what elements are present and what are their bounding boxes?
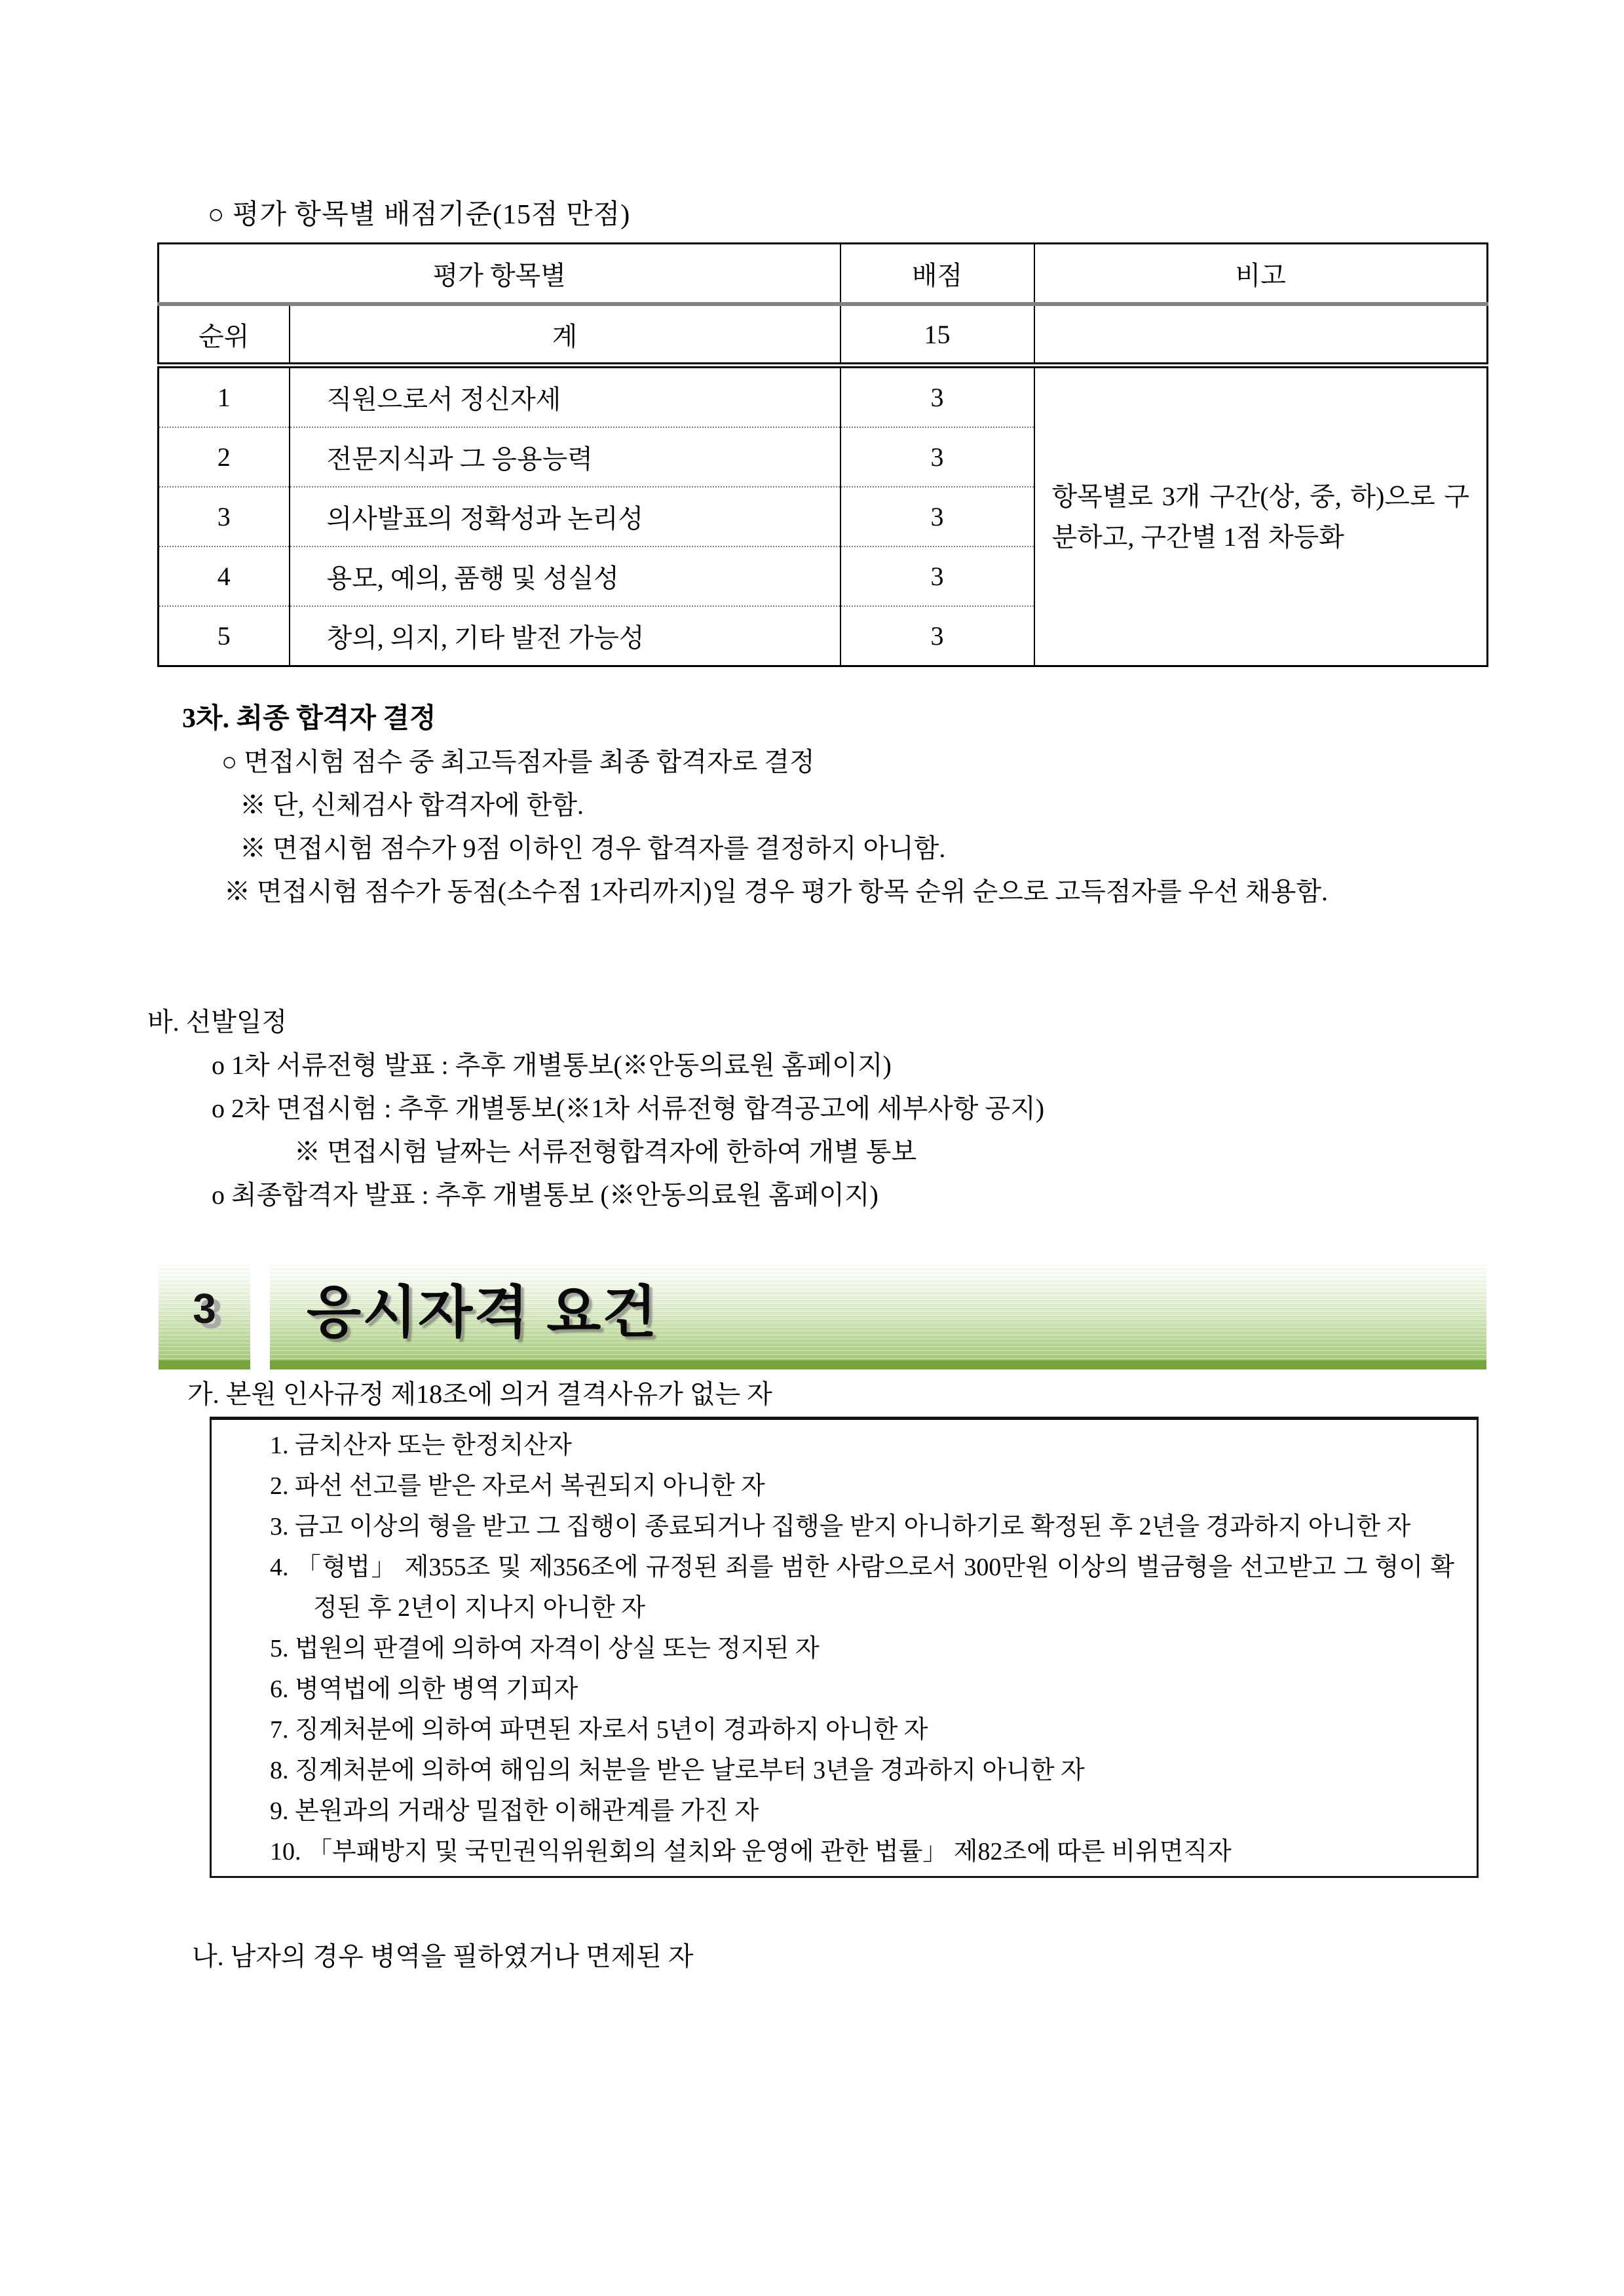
table-subheader-row: [159, 304, 1488, 366]
rank-cell: 5: [159, 606, 290, 666]
eligibility-item-ga: 가. 본원 인사규정 제18조에 의거 결격사유가 없는 자: [187, 1379, 772, 1409]
disqualification-item: 9. 본원과의 거래상 밀접한 이해관계를 가진 자: [270, 1797, 759, 1825]
table-header-row: [159, 244, 1488, 305]
banner-footer-bar: [159, 1360, 250, 1369]
final-decision-note: ※ 단, 신체검사 합격자에 한함.: [240, 790, 584, 820]
banner-number-block: [159, 1262, 250, 1369]
disqualification-box: [210, 1417, 1479, 1878]
schedule-item: o 최종합격자 발표 : 추후 개별통보 (※안동의료원 홈페이지): [212, 1180, 878, 1210]
rank-cell: 4: [159, 546, 290, 606]
banner-section-title: 응시자격 요건: [307, 1281, 658, 1344]
table-row: [159, 366, 1488, 428]
eval-criteria-title: ○ 평가 항목별 배점기준(15점 만점): [208, 200, 631, 230]
disqualification-item: 2. 파선 선고를 받은 자로서 복권되지 아니한 자: [270, 1472, 765, 1500]
banner-section-number: 3: [193, 1285, 216, 1332]
disqualification-item: 3. 금고 이상의 형을 받고 그 집행이 종료되거나 집행을 받지 아니하기로 확정된 후 2년을 경과하지 아니한 자: [270, 1513, 1411, 1540]
eval-criteria-table: [157, 242, 1488, 667]
item-cell: 창의, 의지, 기타 발전 가능성: [290, 606, 840, 666]
rank-label-cell: 순위: [159, 304, 290, 366]
points-cell: 3: [840, 606, 1034, 666]
points-cell: 3: [840, 366, 1034, 428]
rank-cell: 1: [159, 366, 290, 428]
disqualification-item: 8. 징계처분에 의하여 해임의 처분을 받은 날로부터 3년을 경과하지 아니한 자: [270, 1757, 1085, 1784]
disqualification-item: 1. 금치산자 또는 한정치산자: [270, 1432, 572, 1459]
eligibility-item-na: 나. 남자의 경우 병역을 필하였거나 면제된 자: [192, 1942, 694, 1971]
item-cell: 용모, 예의, 품행 및 성실성: [290, 546, 840, 606]
col-header-item: 평가 항목별: [159, 244, 840, 305]
item-cell: 전문지식과 그 응용능력: [290, 427, 840, 487]
disqualification-item: 5. 법원의 판결에 의하여 자격이 상실 또는 정지된 자: [270, 1635, 820, 1662]
col-header-note: 비고: [1034, 244, 1488, 305]
points-cell: 3: [840, 427, 1034, 487]
rank-cell: 3: [159, 487, 290, 546]
col-header-points: 배점: [840, 244, 1034, 305]
disqualification-item: 7. 징계처분에 의하여 파면된 자로서 5년이 경과하지 아니한 자: [270, 1716, 928, 1744]
schedule-item: o 2차 면접시험 : 추후 개별통보(※1차 서류전형 합격공고에 세부사항 공지): [212, 1094, 1045, 1123]
disqualification-item: 10. 「부패방지 및 국민권익위원회의 설치와 운영에 관한 법률」 제82조에 따른 비위면직자: [270, 1838, 1232, 1866]
final-decision-note: ※ 면접시험 점수가 동점(소수점 1자리까지)일 경우 평가 항목 순위 순으로 고득점자를 우선 채용함.: [224, 877, 1328, 906]
schedule-note: ※ 면접시험 날짜는 서류전형합격자에 한하여 개별 통보: [294, 1137, 917, 1166]
empty-note-cell: [1034, 304, 1488, 366]
schedule-item: o 1차 서류전형 발표 : 추후 개별통보(※안동의료원 홈페이지): [212, 1050, 892, 1080]
note-cell: 항목별로 3개 구간(상, 중, 하)으로 구분하고, 구간별 1점 차등화: [1051, 481, 1469, 552]
rank-cell: 2: [159, 427, 290, 487]
selection-schedule-section: [147, 1001, 1497, 1217]
item-cell: 직원으로서 정신자세: [290, 366, 840, 428]
selection-schedule-heading: 바. 선발일정: [147, 1007, 288, 1037]
final-decision-heading: 3차. 최종 합격자 결정: [182, 704, 436, 734]
final-decision-line: ○ 면접시험 점수 중 최고득점자를 최종 합격자로 결정: [221, 747, 815, 776]
points-cell: 3: [840, 546, 1034, 606]
points-cell: 3: [840, 487, 1034, 546]
banner-footer-bar: [270, 1360, 1486, 1369]
final-decision-section: [182, 697, 1492, 913]
disqualification-item: 4. 「형법」 제355조 및 제356조에 규정된 죄를 범한 사람으로서 300만원 이상의 벌금형을 선고받고 그 형이 확정된 후 2년이 지나지 아니한 자: [270, 1554, 1454, 1622]
item-cell: 의사발표의 정확성과 논리성: [290, 487, 840, 546]
total-points-cell: 15: [840, 304, 1034, 366]
disqualification-item: 6. 병역법에 의한 병역 기피자: [270, 1675, 578, 1703]
total-label-cell: 계: [290, 304, 840, 366]
final-decision-note: ※ 면접시험 점수가 9점 이하인 경우 합격자를 결정하지 아니함.: [240, 833, 946, 863]
section-banner: [159, 1262, 1486, 1369]
banner-title-block: [270, 1262, 1486, 1369]
